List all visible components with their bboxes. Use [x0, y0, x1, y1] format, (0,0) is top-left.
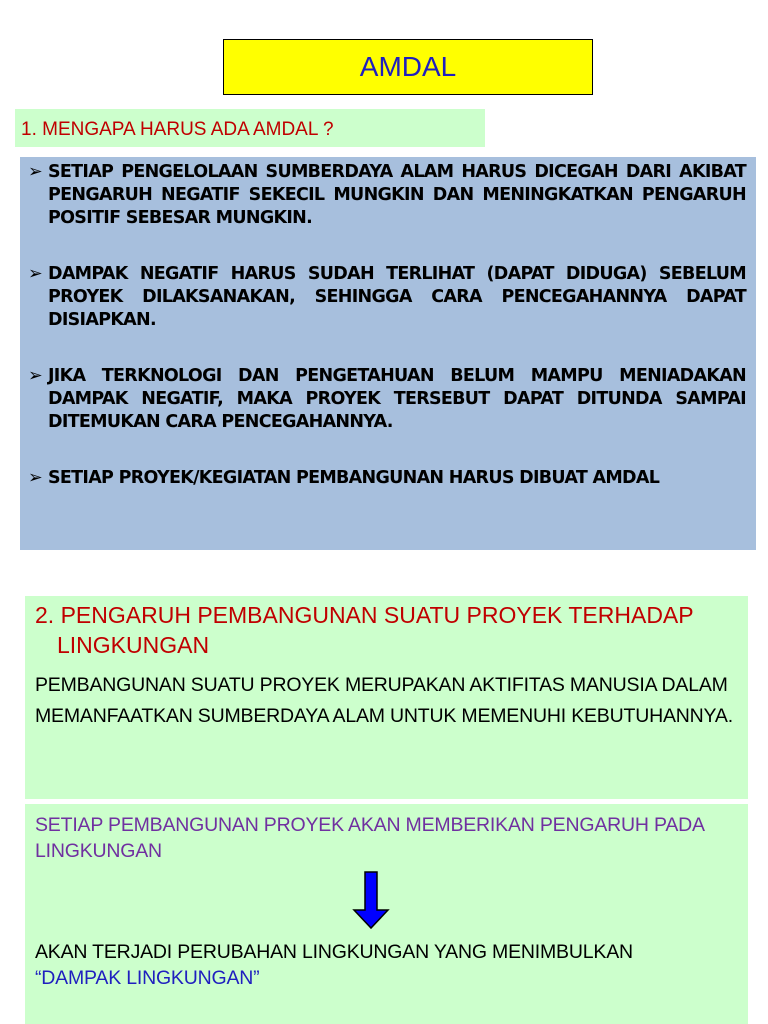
- result-text: AKAN TERJADI PERUBAHAN LINGKUNGAN YANG MENIMBULKAN: [35, 941, 633, 963]
- bullet-text: SETIAP PROYEK/KEGIATAN PEMBANGUNAN HARUS DIBUAT AMDAL: [48, 468, 660, 488]
- question-text: 1. MENGAPA HARUS ADA AMDAL ?: [21, 119, 334, 140]
- question-heading: [15, 109, 485, 147]
- result-block: [35, 939, 633, 991]
- section-heading: 2. PENGARUH PEMBANGUNAN SUATU PROYEK TERHADAP LINGKUNGAN: [35, 602, 694, 658]
- bullet-text: JIKA TERKNOLOGI DAN PENGETAHUAN BELUM MAMPU MENIADAKAN DAMPAK NEGATIF, MAKA PROYEK TERSEBUT DAPAT DITUNDA SAMPAI DITEMUKAN CARA PENCEGAHANNYA.: [48, 366, 746, 432]
- bullet-text: SETIAP PENGELOLAAN SUMBERDAYA ALAM HARUS DICEGAH DARI AKIBAT PENGARUH NEGATIF SEKECIL MUNGKIN DAN MENINGKATKAN PENGARUH POSITIF SEBESAR MUNGKIN.: [48, 162, 746, 228]
- bullet-item: [28, 467, 746, 490]
- consequence-panel: [25, 804, 748, 1024]
- bullet-item: [28, 365, 746, 434]
- bullet-item: [28, 263, 746, 332]
- result-quote: “DAMPAK LINGKUNGAN”: [35, 967, 260, 989]
- arrow-bullet-icon: ➢: [28, 468, 42, 488]
- section-paragraph: PEMBANGUNAN SUATU PROYEK MERUPAKAN AKTIFITAS MANUSIA DALAM MEMANFAATKAN SUMBERDAYA ALAM UNTUK MEMENUHI KEBUTUHANNYA.: [35, 674, 733, 727]
- arrow-bullet-icon: ➢: [28, 162, 42, 182]
- arrow-bullet-icon: ➢: [28, 264, 42, 284]
- reasons-panel: [20, 157, 756, 550]
- bullet-text: DAMPAK NEGATIF HARUS SUDAH TERLIHAT (DAPAT DIDUGA) SEBELUM PROYEK DILAKSANAKAN, SEHINGGA CARA PENCEGAHANNYA DAPAT DISIAPKAN.: [48, 264, 746, 330]
- arrow-bullet-icon: ➢: [28, 366, 42, 386]
- page-title: [223, 39, 593, 95]
- title-text: AMDAL: [359, 51, 457, 82]
- impact-panel: [25, 596, 748, 799]
- statement-text: SETIAP PEMBANGUNAN PROYEK AKAN MEMBERIKAN PENGARUH PADA LINGKUNGAN: [35, 814, 704, 862]
- down-arrow-icon: [351, 870, 391, 930]
- bullet-item: [28, 161, 746, 230]
